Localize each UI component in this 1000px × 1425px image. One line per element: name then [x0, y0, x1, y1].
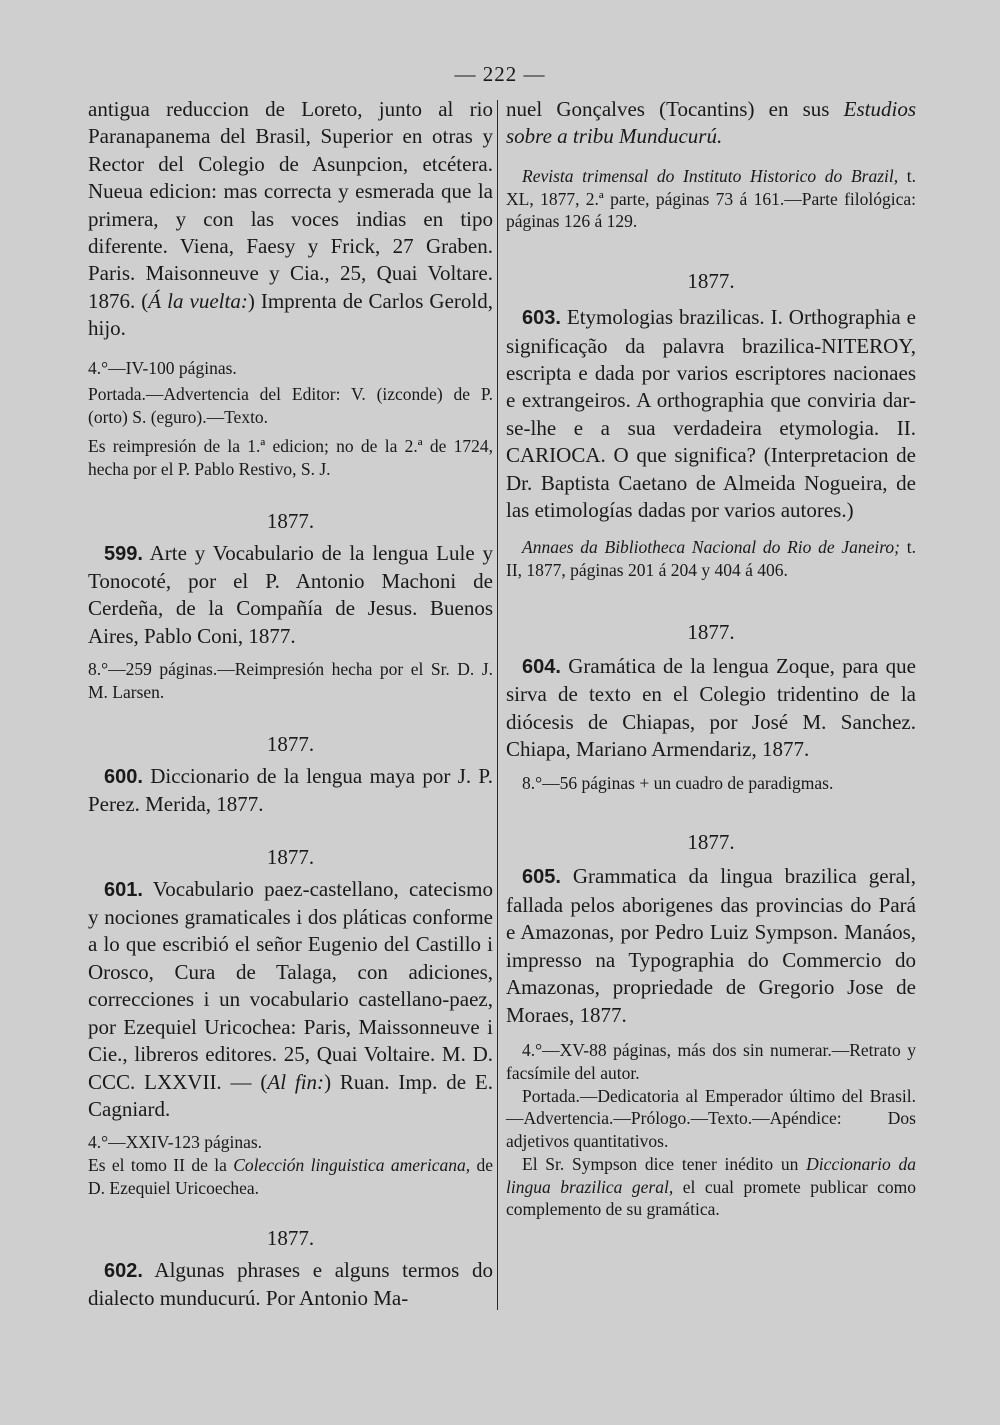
entry-note: Annaes da Bibliotheca Nacional do Rio de Janeiro; t. II, 1877, páginas 201 á 204 y 404 á 406. [506, 537, 916, 581]
entry-year: 1877. [687, 620, 735, 645]
entry-year: 1877. [687, 830, 735, 855]
right-column [506, 96, 916, 1221]
page-number: — 222 — [454, 62, 546, 86]
entry-599: 599. Arte y Vocabulario de la lengua Lule y Tonocoté, por el P. Antonio Machoni de Cerdeña, de la Compañía de Jesus. Buenos Aires, Pablo Coni, 1877. [88, 540, 493, 648]
entry-number: 603. [522, 307, 561, 330]
column-divider [497, 100, 498, 1310]
entry-600: 600. Diccionario de la lengua maya por J. P. Perez. Merida, 1877. [88, 763, 493, 817]
entry-year: 1877. [266, 1225, 315, 1250]
entry-year: 1877. [266, 844, 315, 869]
continued-entry-text: nuel Gonçalves (Tocantins) en sus Estudios sobre a tribu Munducurú. [506, 97, 916, 149]
entry-number: 605. [522, 866, 561, 889]
entry-number: 599. [104, 542, 143, 565]
continued-entry-note: Es reimpresión de la 1.ª edicion; no de la 2.ª de 1724, hecha por el P. Pablo Restivo, S. J. [88, 436, 493, 479]
entry-601: 601. Vocabulario paez-castellano, catecismo y nociones gramaticales i dos pláticas conforme a lo que escribió el señor Eugenio del Castillo i Orosco, Cura de Talaga, con adiciones, correcciones i un vocabulario castellano-paez, por Ezequiel Uricochea: Paris, Maissonneuve i Cie., libreros editores. 25, Quai Voltaire. M. D. CCC. LXXVII. — (Al fin:) Ruan. Imp. de E. Cagniard. [88, 876, 494, 1121]
entry-number: 600. [104, 765, 143, 788]
continued-entry-note: Revista trimensal do Instituto Historico do Brazil, t. XL, 1877, 2.ª parte, páginas 73 á 161.—Parte filológica: páginas 126 á 129. [506, 165, 916, 232]
entry-note: 4.°—XV-88 páginas, más dos sin numerar.—Retrato y facsímile del autor. [506, 1039, 916, 1083]
entry-note: 8.°—259 páginas.—Reimpresión hecha por el Sr. D. J. M. Larsen. [88, 659, 493, 703]
entry-note: 4.°—XXIV-123 páginas. [88, 1132, 263, 1153]
entry-603: 603. Etymologias brazilicas. I. Orthographia e significação da palavra brazilica-NITEROY, escripta e dada por varios escriptores nacionaes e extrangeiros. A orthographia que conviria dar-se-lhe e a sua verdadeira etymologia. II. CARIOCA. O que significa? (Interpretacion de Dr. Baptista Caetano de Almeida Nogueira, de las etimologías dadas por varios autores.) [506, 305, 916, 523]
entry-note: El Sr. Sympson dice tener inédito un Diccionario da lingua brazilica geral, el cual promete publicar como complemento de su gramática. [506, 1153, 916, 1220]
entry-year: 1877. [266, 508, 315, 533]
entry-number: 601. [104, 878, 143, 901]
entry-year: 1877. [687, 269, 735, 294]
entry-note: 8.°—56 páginas + un cuadro de paradigmas. [522, 772, 834, 793]
entry-note: Portada.—Dedicatoria al Emperador último del Brasil.—Advertencia.—Prólogo.—Texto.—Apéndice: Dos adjetivos quantitativos. [506, 1085, 916, 1152]
entry-year: 1877. [266, 731, 315, 756]
entry-number: 604. [522, 656, 561, 679]
entry-number: 602. [104, 1259, 143, 1282]
left-column [88, 96, 493, 1313]
entry-605: 605. Grammatica da lingua brazilica geral, fallada pelos aborigenes das provincias do Pará e Amazonas, por Pedro Luiz Sympson. Manáos, impresso na Typographia do Commercio do Amazonas, propriedade de Gregorio Jose de Moraes, 1877. [506, 864, 916, 1027]
continued-entry-text: antigua reduccion de Loreto, junto al rio Paranapanema del Brasil, Superior en otras y Rector del Colegio de Asunpcion, etcétera. Nueua edicion: mas correcta y esmerada que la primera, y con las voces indias en tipo diferente. Viena, Faesy y Frick, 27 Graben. Paris. Maisonneuve y Cia., 25, Quai Voltare. 1876. (Á la vuelta:) Imprenta de Carlos Gerold, hijo. [88, 97, 493, 341]
continued-entry-note: 4.°—IV-100 páginas. [88, 357, 237, 378]
entry-602: 602. Algunas phrases e alguns termos do dialecto munducurú. Por Antonio Ma- [88, 1257, 493, 1311]
continued-entry-note: Portada.—Advertencia del Editor: V. (izconde) de P. (orto) S. (eguro).—Texto. [88, 384, 493, 428]
entry-604: 604. Gramática de la lengua Zoque, para que sirva de texto en el Colegio tridentino de la diócesis de Chiapas, por José M. Sanchez. Chiapa, Mariano Armendariz, 1877. [506, 654, 916, 762]
entry-note: Es el tomo II de la Colección linguistica americana, de D. Ezequiel Uricoechea. [88, 1155, 493, 1198]
